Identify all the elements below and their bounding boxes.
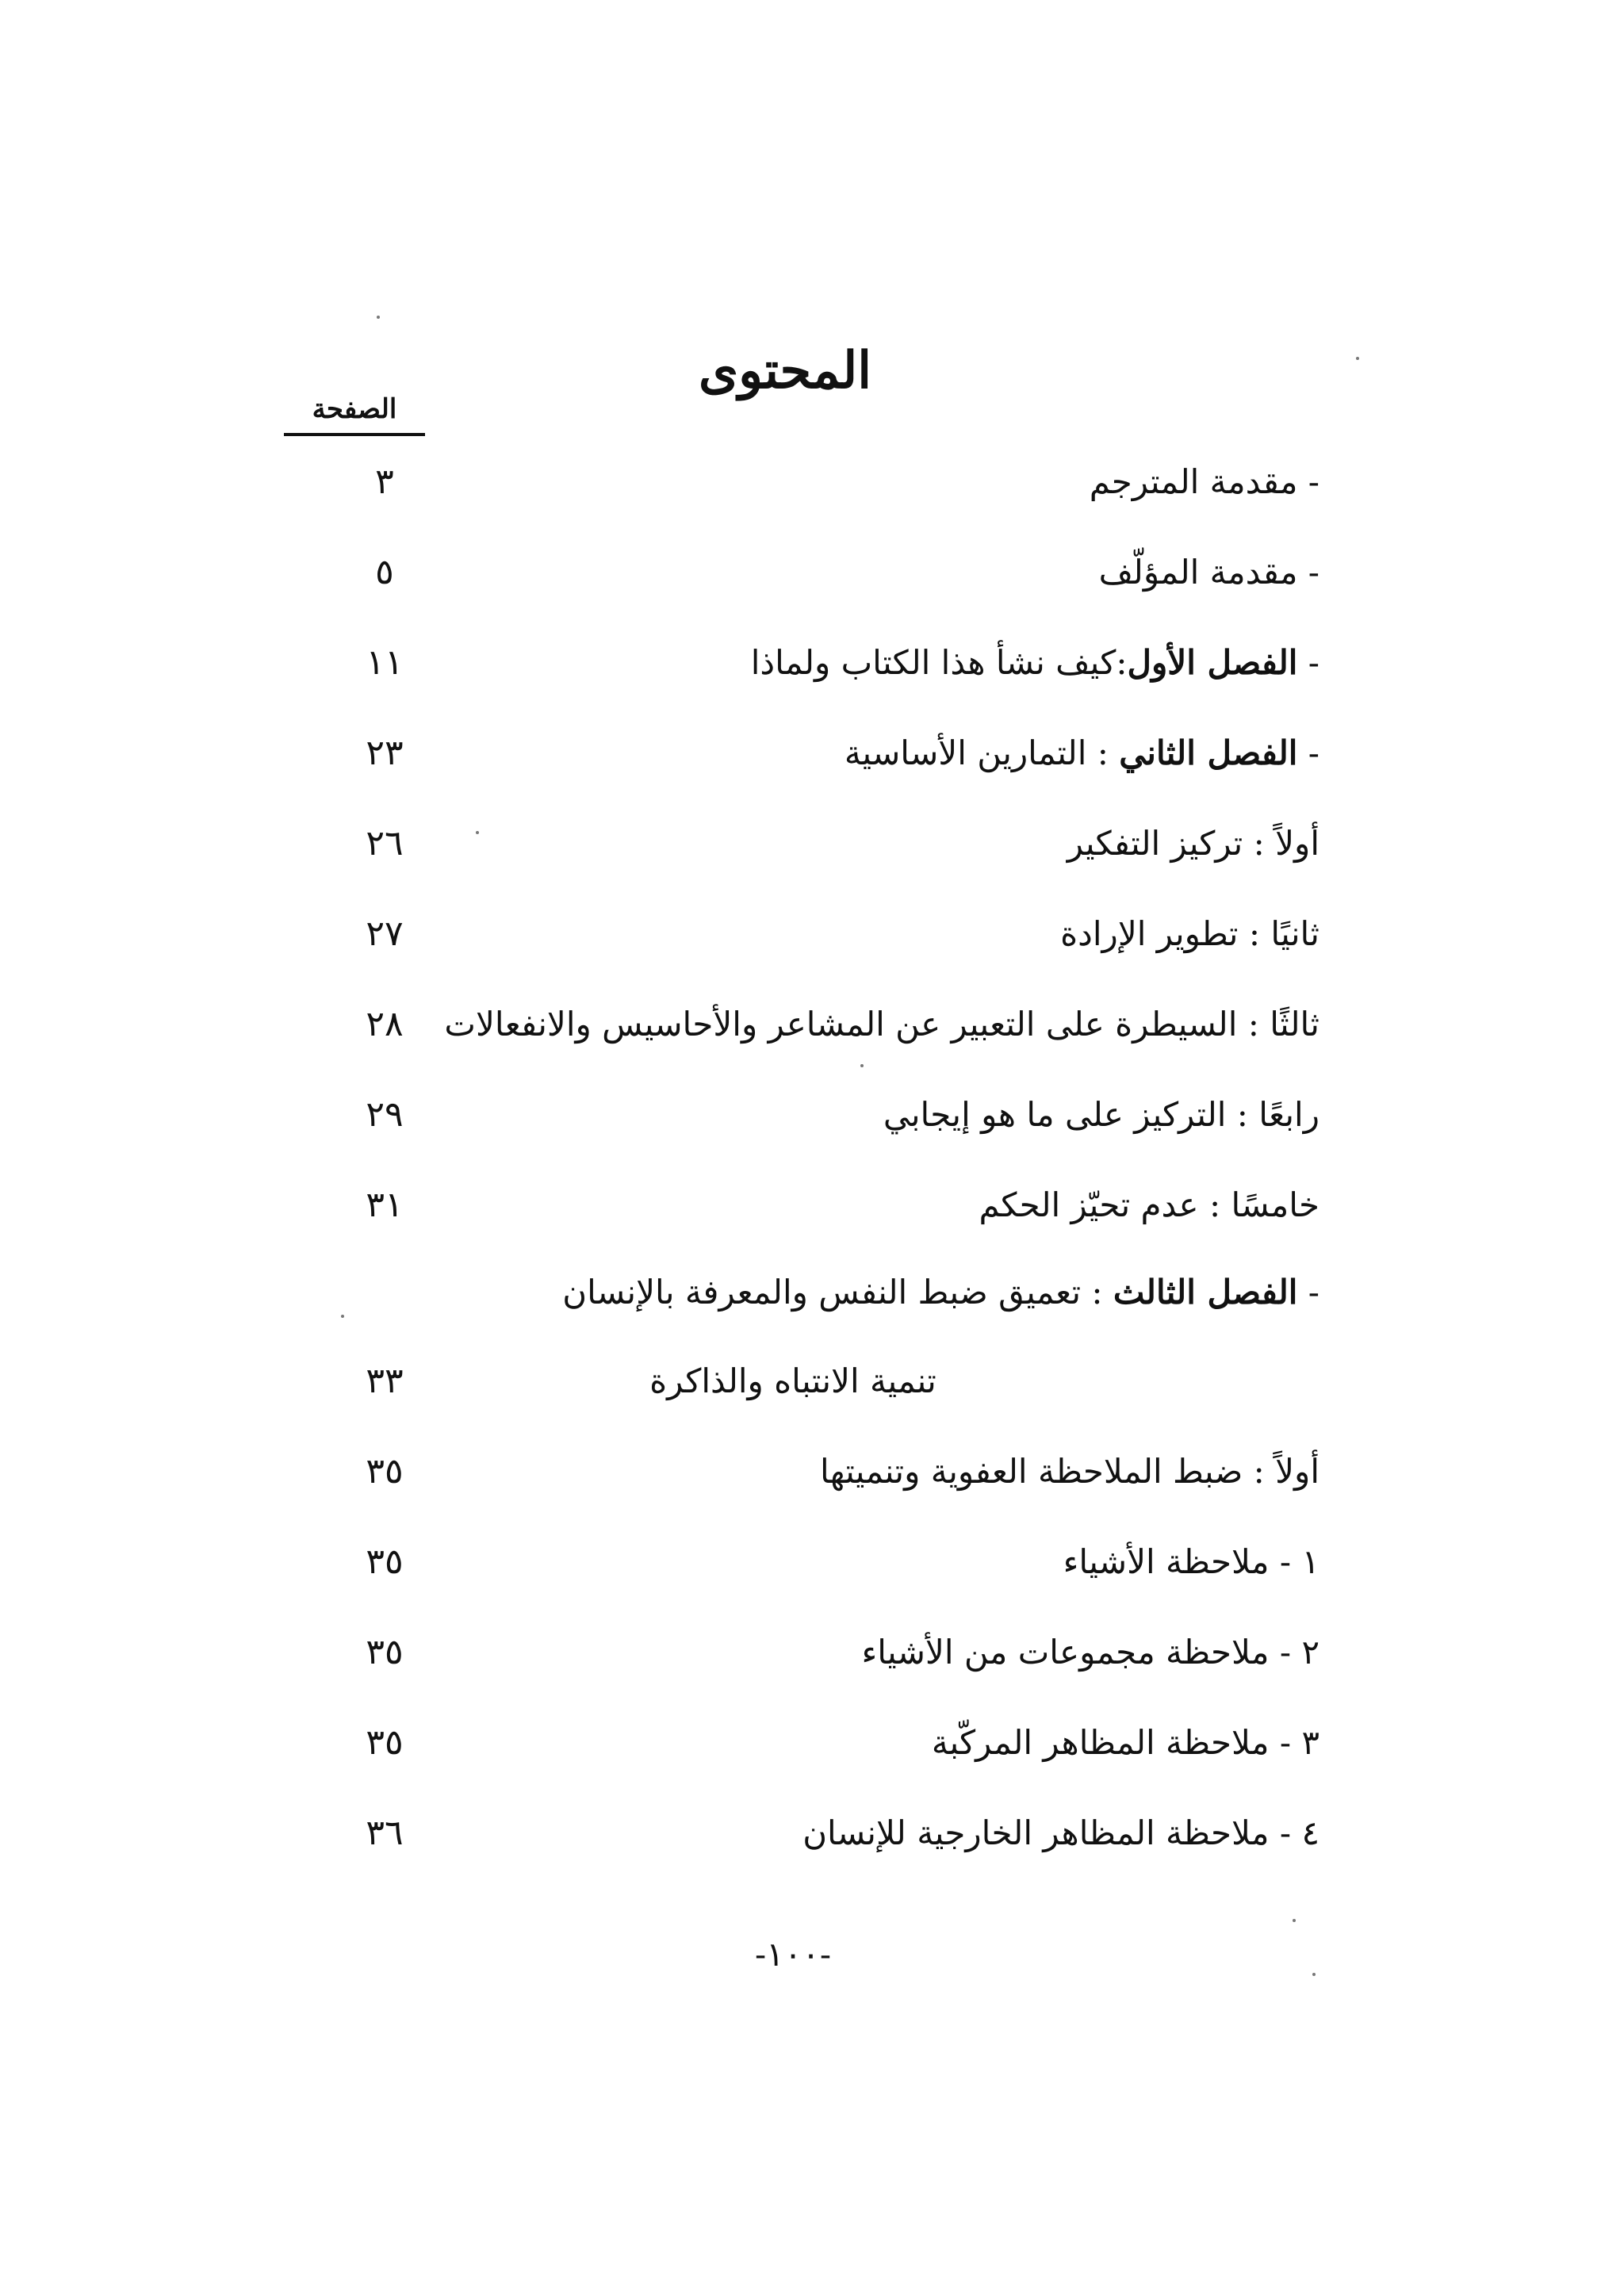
toc-entry-text: : تعميق ضبط النفس والمعرفة بالإنسان: [562, 1273, 1113, 1312]
toc-entry-text-wrapper: [1099, 553, 1320, 592]
toc-entry: [0, 812, 1624, 875]
page-column-header: الصفحة: [284, 393, 425, 436]
toc-entry: [0, 1530, 1624, 1594]
toc-entry-title: [562, 1261, 1320, 1324]
scan-speck: [377, 316, 380, 319]
toc-page-number: ٣١: [366, 1185, 404, 1225]
toc-entry-text-wrapper: [845, 733, 1320, 772]
toc-entry-title: [1090, 450, 1320, 514]
toc-entry: [0, 1621, 1624, 1684]
toc-entry: [0, 1802, 1624, 1865]
toc-entry-text-wrapper: [862, 1633, 1320, 1672]
toc-entry-text: مقدمة المترجم: [1089, 462, 1298, 501]
toc-entry-text: ٢ - ملاحظة مجموعات من الأشياء: [861, 1633, 1320, 1672]
toc-entry-text: رابعًا : التركيز على ما هو إيجابي: [883, 1095, 1320, 1134]
toc-entry: [0, 450, 1624, 514]
toc-entry-title: [883, 1083, 1320, 1147]
toc-entry-text: : التمارين الأساسية: [844, 733, 1120, 772]
toc-entry-text: ١ - ملاحظة الأشياء: [1063, 1542, 1320, 1581]
toc-entry: [0, 1350, 1624, 1413]
toc-entry-prefix: -: [1297, 733, 1320, 772]
toc-entry-text-wrapper: [444, 1005, 1320, 1044]
toc-entry: [0, 1711, 1624, 1775]
scan-speck: [1356, 357, 1359, 360]
toc-entry-text-wrapper: [1060, 914, 1320, 953]
toc-entry-text-wrapper: [883, 1095, 1320, 1134]
toc-page-number: ٢٧: [366, 913, 404, 954]
toc-entry: [0, 541, 1624, 604]
toc-chapter-label: الفصل الأول: [1127, 643, 1298, 682]
toc-entry-text-wrapper: [979, 1185, 1320, 1224]
toc-page-number: ١١: [366, 642, 404, 683]
toc-entry-text-wrapper: [562, 1273, 1320, 1312]
toc-entry-title: [932, 1711, 1320, 1775]
toc-entry-text-wrapper: [649, 1350, 936, 1413]
toc-entry-title: [1060, 902, 1320, 966]
toc-entry: [0, 993, 1624, 1056]
toc-page-number: ٣٥: [366, 1541, 404, 1582]
page-number: -١٠٠-: [754, 1935, 832, 1974]
toc-page-number: ٣٣: [366, 1361, 404, 1401]
scan-speck: [476, 831, 479, 834]
toc-entry-title: [444, 993, 1320, 1056]
toc-entry-text: ثالثًا : السيطرة على التعبير عن المشاعر والأحاسيس والانفعالات: [444, 1005, 1320, 1044]
toc-entry-title: [1063, 1530, 1320, 1594]
toc-entry-text: مقدمة المؤلّف: [1098, 553, 1298, 592]
toc-entry-text: :كيف نشأ هذا الكتاب ولماذا: [750, 643, 1128, 682]
toc-entry: [0, 631, 1624, 695]
toc-entry-text: خامسًا : عدم تحيّز الحكم: [979, 1185, 1320, 1224]
toc-entry-text: أولاً : ضبط الملاحظة العفوية وتنميتها: [819, 1452, 1320, 1491]
toc-chapter-label: الفصل الثالث: [1113, 1273, 1298, 1312]
toc-entry-title: [845, 722, 1320, 785]
toc-page-number: ٢٨: [366, 1004, 404, 1044]
toc-entry-prefix: -: [1297, 462, 1320, 501]
toc-entry: [0, 1440, 1624, 1503]
toc-page-number: ٣: [375, 461, 394, 502]
toc-entry-title: [862, 1621, 1320, 1684]
toc-page-number: ٥: [375, 552, 394, 592]
toc-page-number: ٢٦: [366, 823, 404, 864]
toc-entry-text-wrapper: [1067, 824, 1320, 863]
toc-entry-prefix: -: [1297, 553, 1320, 592]
toc-entry-text-wrapper: [932, 1723, 1320, 1762]
toc-entry: [0, 902, 1624, 966]
toc-page-number: ٣٥: [366, 1722, 404, 1763]
toc-page-number: ٣٥: [366, 1632, 404, 1672]
toc-entry-prefix: -: [1297, 643, 1320, 682]
toc-entry: [0, 722, 1624, 785]
toc-entry-text-wrapper: [751, 643, 1320, 682]
toc-entry-title: [1067, 812, 1320, 875]
scan-speck: [341, 1315, 344, 1318]
toc-entry-text-wrapper: [802, 1813, 1320, 1852]
toc-entry-text-wrapper: [820, 1452, 1320, 1491]
toc-page-number: ٣٥: [366, 1451, 404, 1492]
toc-entry-text-wrapper: [1090, 462, 1320, 501]
toc-chapter-label: الفصل الثاني: [1119, 733, 1298, 772]
toc-entry-title: [751, 631, 1320, 695]
scan-speck: [1293, 1919, 1296, 1922]
toc-entry-title: [979, 1174, 1320, 1237]
toc-entry-text-wrapper: [1063, 1542, 1320, 1581]
page-title: المحتوى: [698, 341, 872, 400]
toc-entry: [0, 1261, 1624, 1324]
toc-page-number: ٢٣: [366, 733, 404, 773]
toc-entry: [0, 1174, 1624, 1237]
toc-entry-title: [1099, 541, 1320, 604]
scan-speck: [860, 1064, 864, 1067]
toc-entry-text: ٤ - ملاحظة المظاهر الخارجية للإنسان: [802, 1813, 1320, 1852]
toc-entry-prefix: -: [1297, 1273, 1320, 1312]
toc-entry-text: ٣ - ملاحظة المظاهر المركّبة: [931, 1723, 1320, 1762]
toc-page-number: ٢٩: [366, 1094, 404, 1135]
toc-entry-title: [820, 1440, 1320, 1503]
toc-page-number: ٣٦: [366, 1813, 404, 1853]
toc-entry-text: ثانيًا : تطوير الإرادة: [1060, 914, 1320, 953]
scan-speck: [1312, 1973, 1316, 1976]
toc-entry: [0, 1083, 1624, 1147]
toc-entry-text: أولاً : تركيز التفكير: [1067, 824, 1320, 863]
toc-entry-text: تنمية الانتباه والذاكرة: [649, 1361, 936, 1400]
toc-entry-title: [802, 1802, 1320, 1865]
